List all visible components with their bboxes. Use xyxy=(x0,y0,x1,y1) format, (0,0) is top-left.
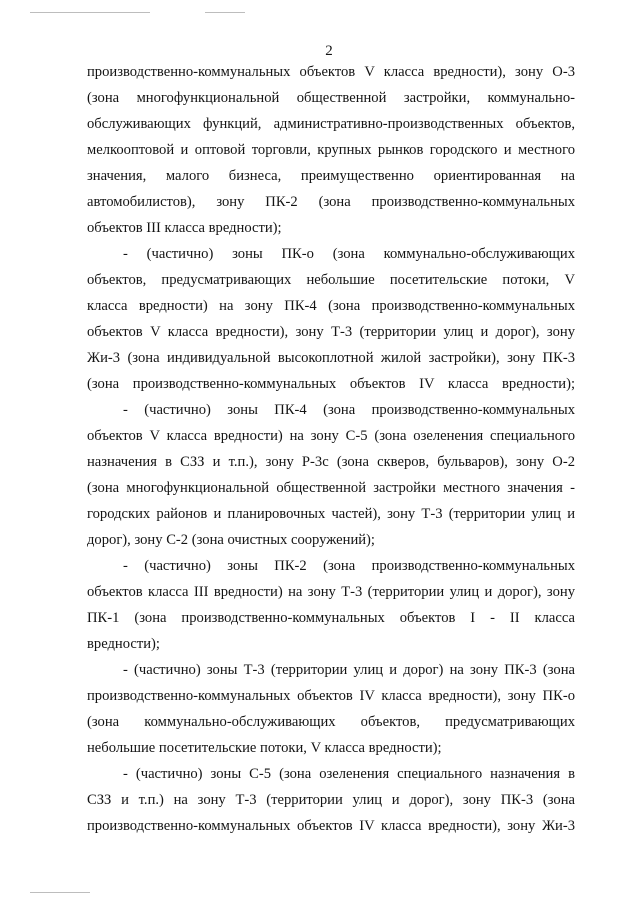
text-line: (зона производственно-коммунальных объектов IV класса вредности); xyxy=(87,376,575,392)
scan-artifact-bottom xyxy=(30,892,90,893)
text-line: - (частично) зоны ПК-о (зона коммунально-обслуживающих xyxy=(123,246,575,262)
page-number: 2 xyxy=(325,43,333,59)
text-line: класса вредности) на зону ПК-4 (зона производственно-коммунальных xyxy=(87,298,575,314)
text-line: объектов класса III вредности) на зону Т-3 (территории улиц и дорог), зону xyxy=(87,584,575,600)
text-line: городских районов и планировочных частей), зону Т-3 (территории улиц и xyxy=(87,506,575,522)
text-line: - (частично) зоны С-5 (зона озеленения специального назначения в xyxy=(123,766,575,782)
text-line: небольшие посетительские потоки, V класса вредности); xyxy=(87,740,442,756)
text-line: объектов V класса вредности) на зону С-5 (зона озеленения специального xyxy=(87,428,575,444)
text-line: производственно-коммунальных объектов IV класса вредности), зону ПК-о xyxy=(87,688,575,704)
text-line: обслуживающих функций, административно-производственных объектов, xyxy=(87,116,575,132)
text-line: - (частично) зоны ПК-4 (зона производственно-коммунальных xyxy=(123,402,575,418)
text-line: объектов V класса вредности), зону Т-3 (территории улиц и дорог), зону xyxy=(87,324,575,340)
text-line: производственно-коммунальных объектов V класса вредности), зону О-3 xyxy=(87,64,575,80)
text-line: назначения в СЗЗ и т.п.), зону Р-3с (зона скверов, бульваров), зону О-2 xyxy=(87,454,575,470)
text-line: СЗЗ и т.п.) на зону Т-3 (территории улиц и дорог), зону ПК-3 (зона xyxy=(87,792,575,808)
text-line: (зона многофункциональной общественной застройки, коммунально- xyxy=(87,90,575,106)
scan-artifact-top-right xyxy=(205,12,245,13)
text-line: - (частично) зоны ПК-2 (зона производственно-коммунальных xyxy=(123,558,575,574)
text-line: автомобилистов), зону ПК-2 (зона производственно-коммунальных xyxy=(87,194,575,210)
text-line: (зона многофункциональной общественной застройки местного значения - xyxy=(87,480,575,496)
text-line: производственно-коммунальных объектов IV класса вредности), зону Жи-3 xyxy=(87,818,575,834)
text-line: - (частично) зоны Т-3 (территории улиц и дорог) на зону ПК-3 (зона xyxy=(123,662,575,678)
text-line: объектов, предусматривающих небольшие посетительские потоки, V xyxy=(87,272,575,288)
text-line: Жи-3 (зона индивидуальной высокоплотной жилой застройки), зону ПК-3 xyxy=(87,350,575,366)
text-line: значения, малого бизнеса, преимущественно ориентированная на xyxy=(87,168,575,184)
body-text xyxy=(87,59,575,839)
text-line: (зона коммунально-обслуживающих объектов, предусматривающих xyxy=(87,714,575,730)
text-line: объектов III класса вредности); xyxy=(87,220,282,236)
text-line: мелкооптовой и оптовой торговли, крупных рынков городского и местного xyxy=(87,142,575,158)
text-line: ПК-1 (зона производственно-коммунальных объектов I - II класса xyxy=(87,610,575,626)
text-line: вредности); xyxy=(87,636,160,652)
text-line: дорог), зону С-2 (зона очистных сооружений); xyxy=(87,532,375,548)
scan-artifact-top xyxy=(30,12,150,13)
